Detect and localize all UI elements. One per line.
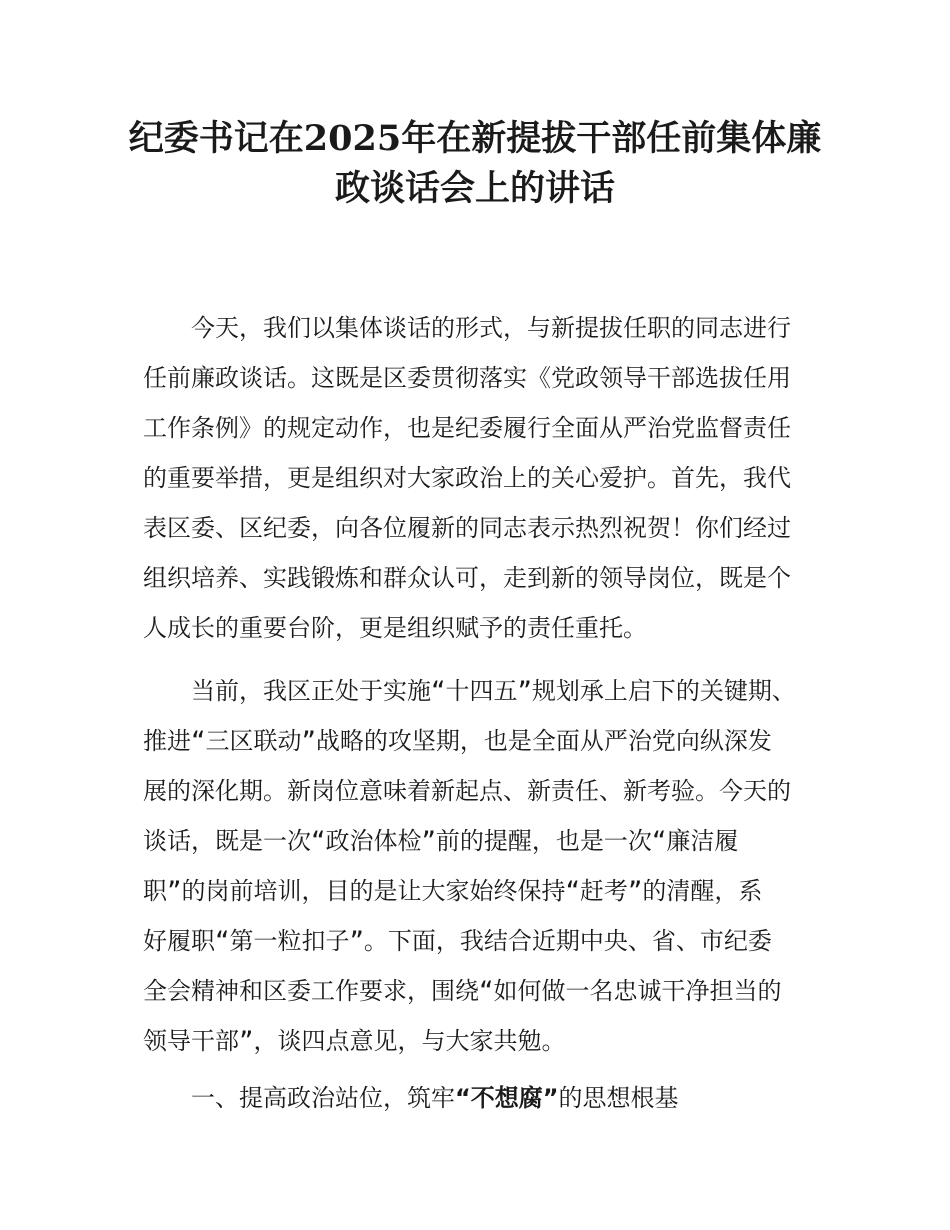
paragraph-2-line: 谈话，既是一次“政治体检”前的提醒，也是一次“廉洁履 xyxy=(143,827,739,855)
paragraph-1 xyxy=(143,303,823,653)
paragraph-1-line: 表区委、区纪委，向各位履新的同志表示热烈祝贺！你们经过 xyxy=(143,514,791,542)
section-1-heading-line xyxy=(143,1073,823,1123)
paragraph-1-line: 工作条例》的规定动作，也是纪委履行全面从严治党监督责任 xyxy=(143,414,791,442)
document-title-line-2: 政谈话会上的讲话 xyxy=(334,168,615,209)
paragraph-2-line: 展的深化期。新岗位意味着新起点、新责任、新考验。今天的 xyxy=(143,777,791,805)
section-1-heading-prefix: 一、提高政治站位，筑牢 xyxy=(191,1084,455,1112)
paragraph-1-line: 的重要举措，更是组织对大家政治上的关心爱护。首先，我代 xyxy=(143,464,791,492)
section-1-heading-suffix: 的思想根基 xyxy=(558,1084,679,1112)
paragraph-1-line: 任前廉政谈话。这既是区委贯彻落实《党政领导干部选拔任用 xyxy=(143,364,791,392)
document-title-line-1: 纪委书记在2025年在新提拔干部任前集体廉 xyxy=(128,118,822,159)
paragraph-2 xyxy=(143,666,823,1066)
paragraph-1-line: 人成长的重要台阶，更是组织赋予的责任重托。 xyxy=(143,614,647,642)
paragraph-1-line: 今天，我们以集体谈话的形式，与新提拔任职的同志进行 xyxy=(191,314,791,342)
paragraph-2-line: 职”的岗前培训，目的是让大家始终保持“赶考”的清醒，系 xyxy=(143,877,763,905)
paragraph-2-line: 推进“三区联动”战略的攻坚期，也是全面从严治党向纵深发 xyxy=(143,727,772,755)
paragraph-1-line: 组织培养、实践锻炼和群众认可，走到新的领导岗位，既是个 xyxy=(143,564,791,592)
paragraph-2-line: 全会精神和区委工作要求，围绕“如何做一名忠诚干净担当的 xyxy=(143,977,782,1005)
paragraph-2-line: 好履职“第一粒扣子”。下面，我结合近期中央、省、市纪委 xyxy=(143,927,772,955)
paragraph-2-line: 当前，我区正处于实施“十四五”规划承上启下的关键期、 xyxy=(191,677,796,705)
paragraph-2-line: 领导干部”，谈四点意见，与大家共勉。 xyxy=(143,1027,566,1055)
section-1-heading-emphasis: “不想腐” xyxy=(455,1084,559,1112)
section-1-heading xyxy=(143,1073,823,1123)
